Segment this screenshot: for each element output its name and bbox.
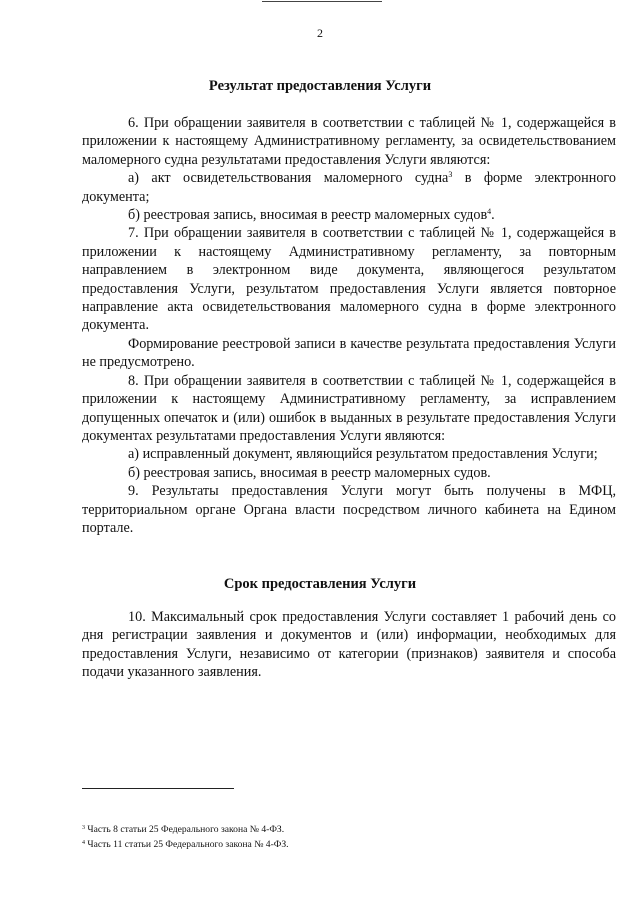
footnote-ref-3: 3 <box>448 170 453 180</box>
paragraph-6-item-b <box>82 206 616 224</box>
section-body-term <box>82 608 616 682</box>
paragraph-7: 7. При обращении заявителя в соответствии с таблицей № 1, содержащейся в приложении к настоящему Административному регламенту, за повторным направлением в электронном виде документа, являющегося результатом предоставления Услуги, результатом предоставления Услуги является повторное направление акта освидетельствования маломерного судна в форме электронного документа. <box>82 225 616 334</box>
paragraph-9: 9. Результаты предоставления Услуги могут быть получены в МФЦ, территориальном органе Органа власти посредством личного кабинета на Едином портале. <box>82 483 616 536</box>
footnote-mark: 3 <box>82 825 85 831</box>
paragraph-8: 8. При обращении заявителя в соответствии с таблицей № 1, содержащейся в приложении к настоящему Административному регламенту, за исправлением допущенных опечаток и (или) ошибок в выданных в результате предоставления Услуги документах результатами предоставления Услуги являются: <box>82 372 616 444</box>
paragraph-8-item-a: а) исправленный документ, являющийся результатом предоставления Услуги; <box>128 446 598 463</box>
footnote-text: Часть 8 статьи 25 Федерального закона № 4-ФЗ. <box>87 824 285 835</box>
section-body-result <box>82 114 616 537</box>
section-heading-result: Результат предоставления Услуги <box>208 78 432 94</box>
footnote-separator <box>82 788 234 789</box>
footnote-text: Часть 11 статьи 25 Федерального закона № 4-ФЗ. <box>87 839 289 850</box>
item-b-text: б) реестровая запись, вносимая в реестр маломерных судов <box>128 207 488 224</box>
footnote-4 <box>82 837 616 852</box>
top-edge-line <box>262 1 382 2</box>
footnote-ref-4: 4 <box>487 207 492 217</box>
paragraph-8-item-b: б) реестровая запись, вносимая в реестр маломерных судов. <box>128 464 491 481</box>
item-b-text-end: . <box>491 207 495 224</box>
item-a-text: а) акт освидетельствования маломерного судна <box>128 170 449 187</box>
paragraph-7-note: Формирование реестровой записи в качестве результата предоставления Услуги не предусмотрено. <box>82 335 616 371</box>
paragraph-6: 6. При обращении заявителя в соответствии с таблицей № 1, содержащейся в приложении к настоящему Административному регламенту, за освидетельствованием маломерного судна результатами предоставления Услуги являются: <box>82 115 616 168</box>
page-number: 2 <box>317 26 323 40</box>
item-a-text-end: в форме электронного документа; <box>82 170 616 205</box>
paragraph-6-item-a <box>82 169 616 206</box>
footnotes <box>82 822 616 852</box>
section-heading-term: Срок предоставления Услуги <box>223 576 417 592</box>
footnote-mark: 4 <box>82 840 85 846</box>
footnote-3 <box>82 822 616 837</box>
paragraph-10: 10. Максимальный срок предоставления Услуги составляет 1 рабочий день со дня регистрации заявления и документов и (или) информации, необходимых для предоставления Услуги, независимо от категории (признаков) заявителя и способа подачи указанного заявления. <box>82 609 616 681</box>
